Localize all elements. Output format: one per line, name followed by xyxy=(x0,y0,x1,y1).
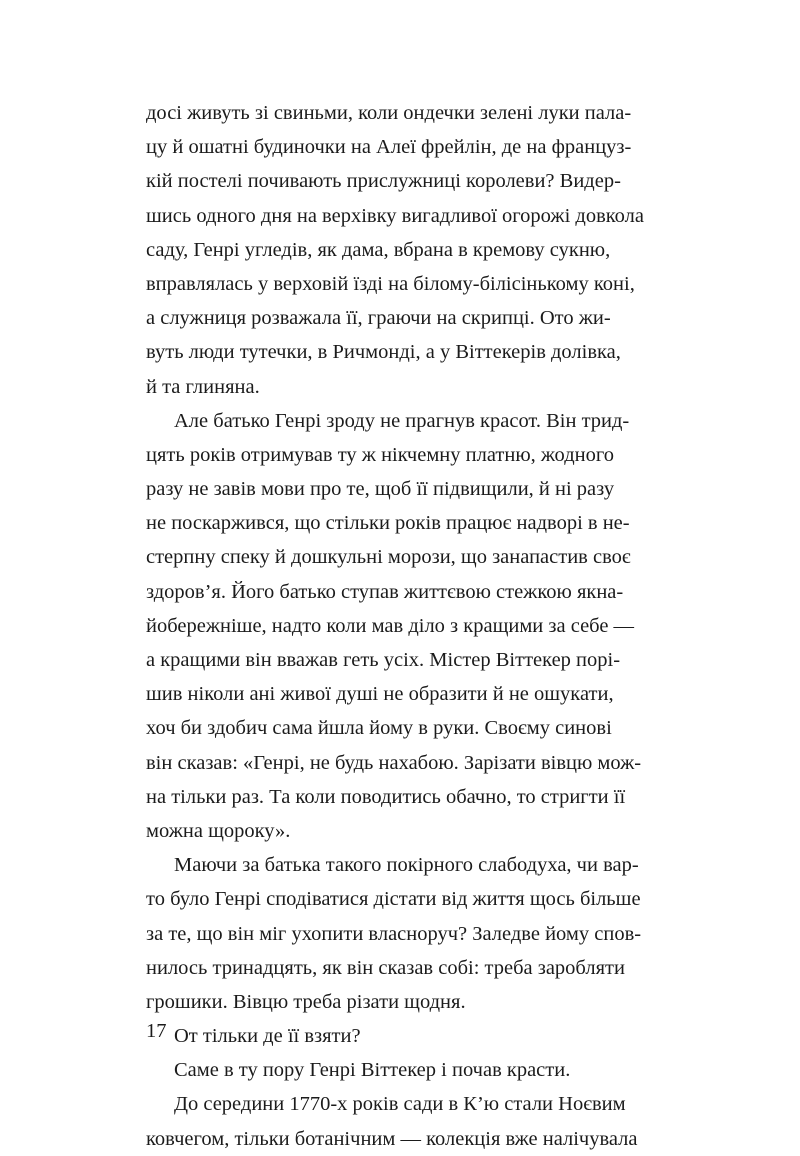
text-line: От тільки де її взяти? xyxy=(174,1025,361,1048)
text-line: можна щороку». xyxy=(146,819,291,842)
text-line: здоров’я. Його батько ступав життєвою стежкою якна- xyxy=(146,580,624,603)
text-line: хоч би здобич сама йшла йому в руки. Своєму синові xyxy=(146,717,612,740)
text-line: саду, Генрі угледів, як дама, вбрана в кремову сукню, xyxy=(146,238,611,261)
text-line: стерпну спеку й дошкульні морози, що занапастив своє xyxy=(146,546,631,569)
text-line: вуть люди тутечки, в Ричмонді, а у Віттекерів долівка, xyxy=(146,341,621,364)
text-line: ковчегом, тільки ботанічним — колекція вже налічувала xyxy=(146,1127,638,1150)
text-line: за те, що він міг ухопити власноруч? Заледве йому спов- xyxy=(146,922,642,945)
text-line: не поскаржився, що стільки років працює надворі в не- xyxy=(146,512,630,535)
text-line: досі живуть зі свиньми, коли ондечки зелені луки пала- xyxy=(146,102,632,124)
text-line: то було Генрі сподіватися дістати від життя щось більше xyxy=(146,888,641,911)
text-line: цу й ошатні будиночки на Алеї фрейлін, де на француз- xyxy=(146,136,632,159)
text-line: Маючи за батька такого покірного слабодуха, чи вар- xyxy=(174,854,639,877)
text-line: кій постелі почивають прислужниці королеви? Видер- xyxy=(146,170,621,193)
text-line: йобережніше, надто коли мав діло з кращими за себе — xyxy=(146,614,635,637)
page-number: 17 xyxy=(146,1020,167,1042)
text-line: грошики. Вівцю треба різати щодня. xyxy=(146,990,466,1013)
body-text xyxy=(146,96,644,1156)
text-line: й та глиняна. xyxy=(146,375,260,398)
text-line: разу не завів мови про те, щоб її підвищили, й ні разу xyxy=(146,478,615,501)
text-line: а служниця розважала її, граючи на скрипці. Ото жи- xyxy=(146,307,611,330)
text-line: він сказав: «Генрі, не будь нахабою. Зарізати вівцю мож- xyxy=(146,751,642,774)
text-line: на тільки раз. Та коли поводитись обачно, то стригти її xyxy=(146,785,626,808)
text-line: Але батько Генрі зроду не прагнув красот. Він трид- xyxy=(174,409,630,432)
text-line: Саме в ту пору Генрі Віттекер і почав красти. xyxy=(174,1059,571,1082)
text-line: шись одного дня на верхівку вигадливої огорожі довкола xyxy=(146,204,644,227)
text-line: а кращими він вважав геть усіх. Містер Віттекер порі- xyxy=(146,649,621,671)
text-line: цять років отримував ту ж нікчемну платню, жодного xyxy=(146,443,615,466)
text-line: нилось тринадцять, як він сказав собі: треба заробляти xyxy=(146,956,625,979)
text-line: До середини 1770-х років сади в К’ю стали Ноєвим xyxy=(174,1093,626,1116)
text-line: шив ніколи ані живої душі не образити й не ошукати, xyxy=(146,683,614,706)
text-line: вправлялась у верховій їзді на білому-білісінькому коні, xyxy=(146,272,635,295)
